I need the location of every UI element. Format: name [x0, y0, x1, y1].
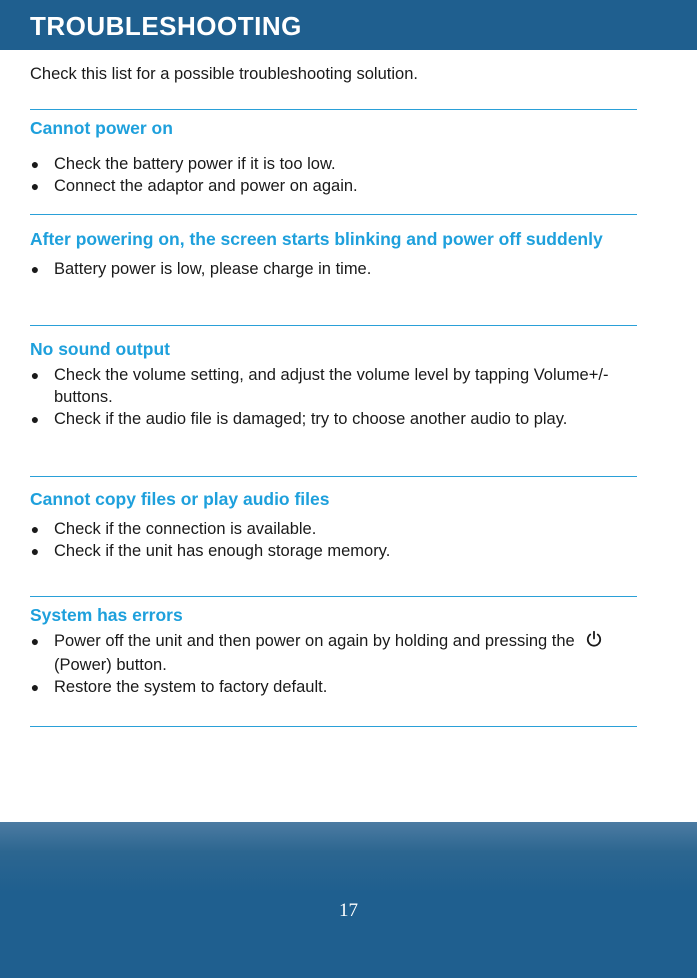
bullet-list — [30, 258, 637, 280]
bullet-text: Connect the adaptor and power on again. — [54, 177, 358, 195]
section-cannot-power-on — [30, 117, 637, 197]
bullet-text: Check the battery power if it is too low. — [54, 155, 336, 173]
bullet-icon: ● — [30, 633, 40, 649]
list-item — [30, 258, 637, 280]
list-item — [30, 518, 637, 540]
bullet-text: Power off the unit and then power on again by holding and pressing the — [54, 632, 575, 650]
bullet-list — [30, 364, 637, 430]
section-divider — [30, 596, 637, 597]
bullet-icon: ● — [30, 178, 40, 194]
intro-text: Check this list for a possible troubleshooting solution. — [30, 65, 418, 83]
section-no-sound — [30, 338, 637, 430]
bullet-list — [30, 153, 637, 197]
section-heading: No sound output — [30, 339, 170, 359]
section-divider — [30, 214, 637, 215]
list-item — [30, 630, 637, 676]
list-item — [30, 364, 637, 408]
section-divider — [30, 726, 637, 727]
bullet-list — [30, 630, 637, 698]
section-heading: After powering on, the screen starts blinking and power off suddenly — [30, 229, 603, 249]
bullet-icon: ● — [30, 261, 40, 277]
bullet-icon: ● — [30, 521, 40, 537]
footer-bar — [0, 822, 697, 978]
bullet-icon: ● — [30, 411, 40, 427]
bullet-icon: ● — [30, 543, 40, 559]
bullet-text: Restore the system to factory default. — [54, 678, 328, 696]
page-number: 17 — [339, 900, 358, 921]
bullet-text: Check if the connection is available. — [54, 520, 317, 538]
bullet-text: Check the volume setting, and adjust the volume level by tapping Volume+/- buttons. — [54, 366, 609, 406]
section-divider — [30, 476, 637, 477]
bullet-text: Check if the unit has enough storage memory. — [54, 542, 391, 560]
list-item — [30, 408, 637, 430]
list-item — [30, 175, 637, 197]
section-heading: Cannot copy files or play audio files — [30, 489, 330, 509]
section-heading: System has errors — [30, 605, 183, 625]
bullet-list — [30, 518, 637, 562]
bullet-icon: ● — [30, 367, 40, 383]
page-title: TROUBLESHOOTING — [30, 11, 302, 41]
list-item — [30, 676, 637, 698]
section-system-errors — [30, 604, 637, 698]
power-icon — [585, 630, 603, 654]
bullet-text: Battery power is low, please charge in time. — [54, 260, 372, 278]
section-cannot-copy — [30, 488, 637, 562]
section-heading: Cannot power on — [30, 118, 173, 138]
section-screen-blinking — [30, 228, 637, 280]
bullet-icon: ● — [30, 156, 40, 172]
bullet-text: Check if the audio file is damaged; try to choose another audio to play. — [54, 410, 568, 428]
bullet-icon: ● — [30, 679, 40, 695]
bullet-text: (Power) button. — [54, 656, 167, 674]
list-item — [30, 153, 637, 175]
list-item — [30, 540, 637, 562]
header-bar — [0, 0, 697, 50]
section-divider — [30, 109, 637, 110]
section-divider — [30, 325, 637, 326]
